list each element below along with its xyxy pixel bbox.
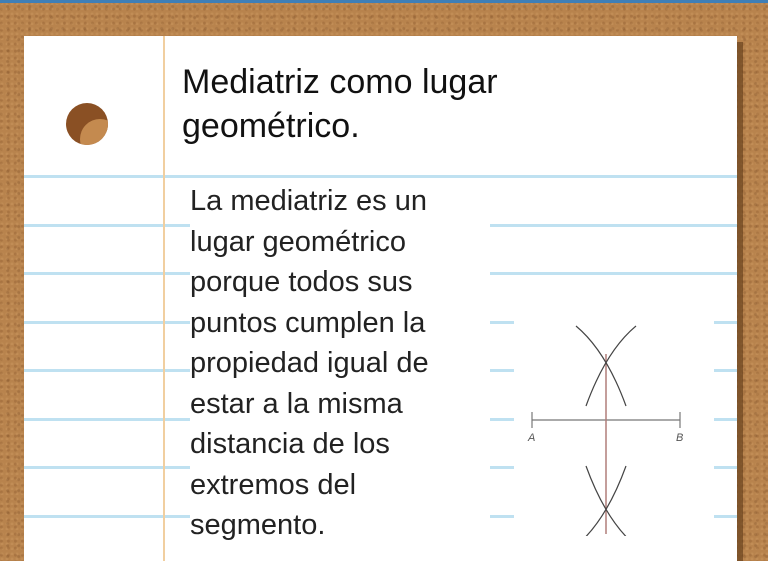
card-title: Mediatriz como lugar geométrico. — [182, 63, 498, 145]
ruled-line — [24, 175, 737, 178]
punch-hole-icon — [66, 103, 108, 145]
top-edge-strip — [0, 0, 768, 3]
card-body-text: La mediatriz es un lugar geométrico porque todos sus puntos cumplen la propiedad igual de estar a la misma distancia de los extremos del segmento. — [190, 181, 490, 546]
perpendicular-bisector-diagram — [514, 316, 714, 536]
point-b-label: B — [676, 432, 684, 444]
upper-arc-from-b — [586, 326, 636, 406]
margin-line — [163, 36, 165, 561]
notebook-paper — [24, 36, 737, 561]
point-a-label: A — [528, 432, 536, 444]
upper-arc-from-a — [576, 326, 626, 406]
